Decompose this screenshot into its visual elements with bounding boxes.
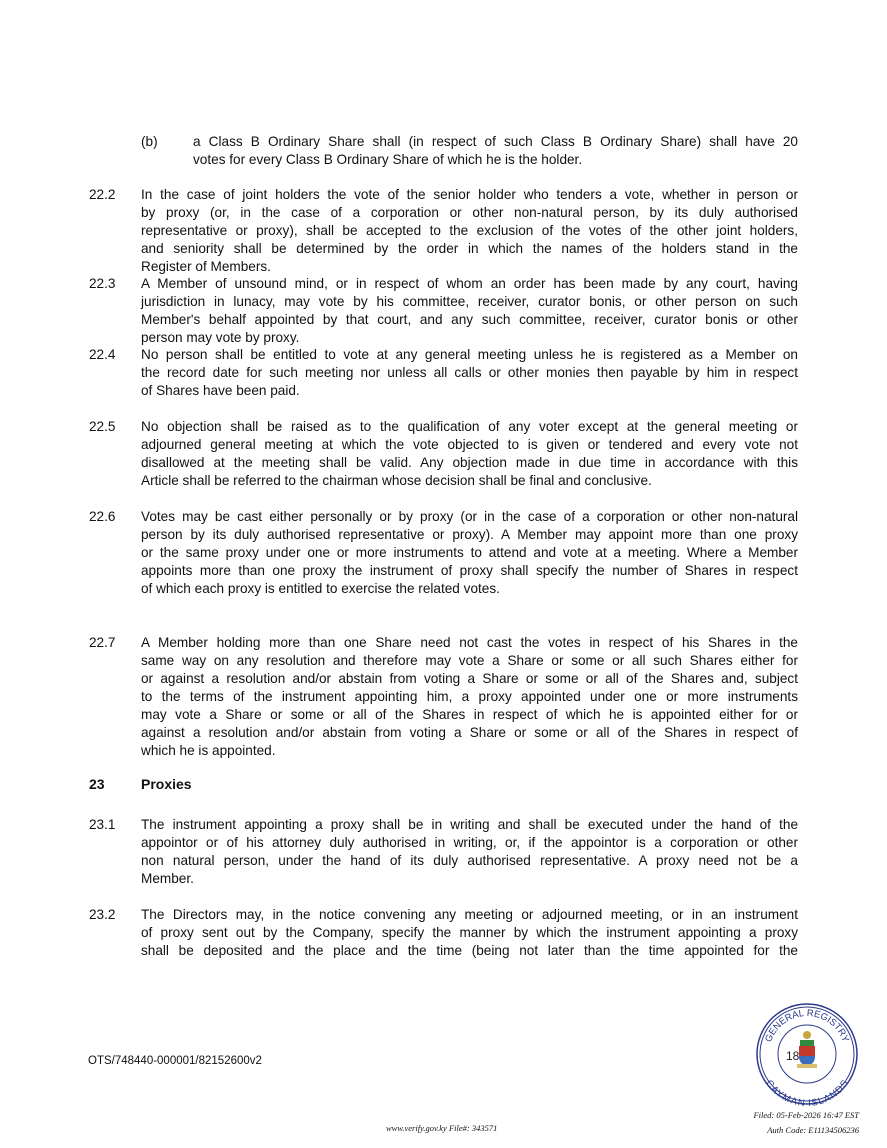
- text-line: of proxy sent out by the Company, specify the manner by which the instrument appointing a proxy: [141, 925, 798, 940]
- clause-22-3: [89, 275, 798, 347]
- clause-number: 23.2: [89, 907, 116, 922]
- clause-text: [141, 275, 798, 347]
- text-line: disallowed at the meeting shall be valid. Any objection made in due time in accordance with this: [141, 455, 798, 470]
- clause-text: [141, 346, 798, 400]
- text-line: same way on any resolution and therefore may vote a Share or some or all such Shares either for: [141, 653, 798, 668]
- text-line: appointor or of his attorney duly authorised in writing, or, if the appointor is a corporation or other: [141, 835, 798, 850]
- text-line: votes for every Class B Ordinary Share of which he is the holder.: [193, 152, 583, 167]
- section-number: 23: [89, 776, 105, 792]
- text-line: the record date for such meeting nor unless all calls or other monies then payable by him in respect: [141, 365, 798, 380]
- text-line: A Member of unsound mind, or in respect of whom an order has been made by any court, having: [141, 276, 798, 291]
- text-line: non natural person, under the hand of its duly authorised representative. A proxy need not be a: [141, 853, 798, 868]
- text-line: No objection shall be raised as to the qualification of any voter except at the general meeting or: [141, 419, 798, 434]
- clause-22-6: [89, 508, 798, 598]
- clause-22-2: [89, 186, 798, 276]
- clause-text: [193, 133, 798, 169]
- clause-number: 22.3: [89, 276, 116, 291]
- text-line: Register of Members.: [141, 259, 271, 274]
- text-line: or against a resolution and/or abstain from voting a Share or some or all of the Shares and, subject: [141, 671, 798, 686]
- clause-text: [141, 634, 798, 760]
- text-line: of Shares have been paid.: [141, 383, 300, 398]
- seal-bottom-text: CAYMAN ISLANDS: [763, 1078, 851, 1106]
- text-line: of which each proxy is entitled to exercise the related votes.: [141, 581, 500, 596]
- text-line: against a resolution and/or abstain from voting a Share or some or all of the Shares in respect of: [141, 725, 798, 740]
- text-line: may vote a Share or some or all of the Shares in respect of which he is appointed either for or: [141, 707, 798, 722]
- text-line: person may vote by proxy.: [141, 330, 300, 345]
- clause-text: [141, 816, 798, 888]
- text-line: adjourned general meeting at which the vote objected to is given or tendered and every vote not: [141, 437, 798, 452]
- text-line: In the case of joint holders the vote of the senior holder who tenders a vote, whether in person or: [141, 187, 798, 202]
- clause-22-4: [89, 346, 798, 400]
- text-line: by proxy (or, in the case of a corporation or other non-natural person, by its duly authorised: [141, 205, 798, 220]
- text-line: A Member holding more than one Share need not cast the votes in respect of his Shares in the: [141, 635, 798, 650]
- text-line: Member's behalf appointed by that court, and any such committee, receiver, curator bonis or other: [141, 312, 798, 327]
- page-number: 18: [786, 1049, 800, 1063]
- clause-number: 22.5: [89, 419, 116, 434]
- clause-number: 22.4: [89, 347, 116, 362]
- clause-23-1: [89, 816, 798, 888]
- clause-number: 22.7: [89, 635, 116, 650]
- coat-of-arms-icon: [797, 1031, 817, 1068]
- text-line: Article shall be referred to the chairman whose decision shall be final and conclusive.: [141, 473, 652, 488]
- clause-number: 23.1: [89, 817, 116, 832]
- text-line: representative or proxy), shall be accepted to the exclusion of the votes of the other joint holders,: [141, 223, 798, 238]
- text-line: shall be deposited and the place and the time (being not later than the time appointed for the: [141, 943, 798, 958]
- clause-text: [141, 508, 798, 598]
- section-title: Proxies: [141, 776, 192, 792]
- svg-text:CAYMAN ISLANDS: [763, 1078, 850, 1106]
- section-heading: [89, 776, 192, 792]
- clause-22-5: [89, 418, 798, 490]
- verify-link: www.verify.gov.ky File#: 343571: [386, 1123, 498, 1133]
- text-line: Member.: [141, 871, 194, 886]
- document-reference: OTS/748440-000001/82152600v2: [88, 1055, 262, 1067]
- clause-text: [141, 906, 798, 960]
- text-line: No person shall be entitled to vote at any general meeting unless he is registered as a Member on: [141, 347, 798, 362]
- text-line: appoints more than one proxy the instrument of proxy shall specify the number of Shares in respect: [141, 563, 798, 578]
- text-line: The Directors may, in the notice convening any meeting or adjourned meeting, or in an instrument: [141, 907, 798, 922]
- clause-text: [141, 186, 798, 276]
- clause-22-7: [89, 634, 798, 760]
- clause-number: (b): [141, 134, 158, 149]
- text-line: person by its duly authorised representative or proxy). A Member may appoint more than one proxy: [141, 527, 798, 542]
- text-line: The instrument appointing a proxy shall be in writing and shall be executed under the hand of the: [141, 817, 798, 832]
- text-line: and seniority shall be determined by the order in which the names of the holders stand in the: [141, 241, 798, 256]
- clause-b: [89, 133, 798, 169]
- text-line: or the same proxy under one or more instruments to attend and vote at a meeting. Where a Member: [141, 545, 798, 560]
- text-line: a Class B Ordinary Share shall (in respect of such Class B Ordinary Share) shall have 20: [193, 134, 798, 149]
- clause-number: 22.6: [89, 509, 116, 524]
- text-line: jurisdiction in lunacy, may vote by his committee, receiver, curator bonis, or other person on such: [141, 294, 798, 309]
- text-line: Votes may be cast either personally or by proxy (or in the case of a corporation or other non-natural: [141, 509, 798, 524]
- filing-info: [753, 1108, 859, 1138]
- text-line: to the terms of the instrument appointing him, a proxy appointed under one or more instruments: [141, 689, 798, 704]
- clause-number: 22.2: [89, 187, 116, 202]
- clause-text: [141, 418, 798, 490]
- registry-seal: [755, 1002, 859, 1106]
- filed-date: Filed: 05-Feb-2026 16:47 EST: [753, 1110, 859, 1120]
- clause-23-2: [89, 906, 798, 960]
- text-line: which he is appointed.: [141, 743, 276, 758]
- seal-top-text: GENERAL REGISTRY: [763, 1007, 851, 1044]
- auth-code: Auth Code: E11134506236: [767, 1125, 859, 1135]
